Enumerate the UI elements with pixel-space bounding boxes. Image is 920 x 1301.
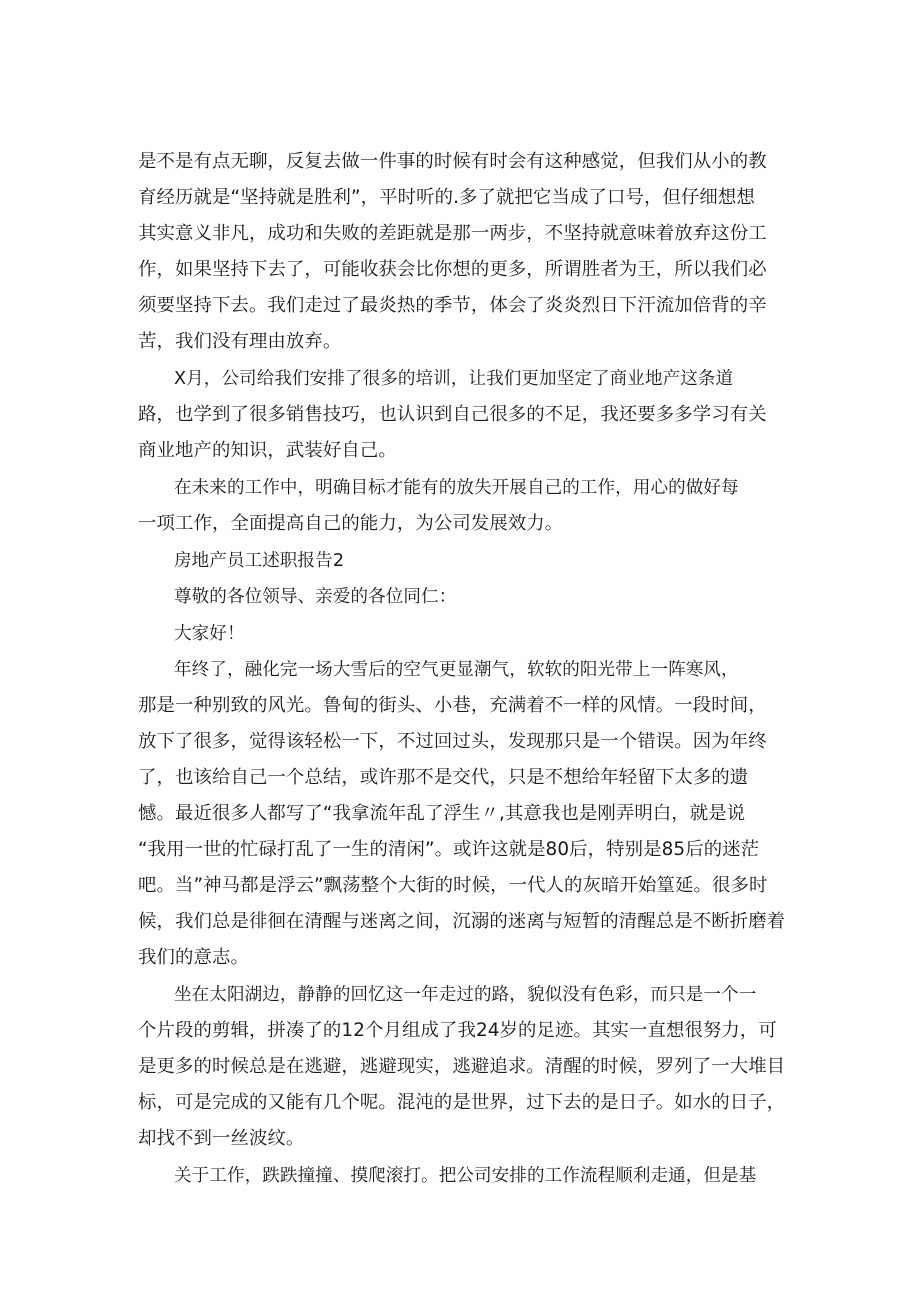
text-line: 作，如果坚持下去了，可能收获会比你想的更多，所谓胜者为王，所以我们必 <box>138 259 767 280</box>
text-line: 那是一种别致的风光。鲁甸的街头、小巷，充满着不一样的风情。一段时间， <box>138 695 767 716</box>
text-line: 吧。当”神马都是浮云”飘荡整个大街的时候，一代人的灰暗开始篁延。很多时 <box>138 875 768 896</box>
text-line: 标，可是完成的又能有几个呢。混沌的是世界，过下去的是日子。如水的日子， <box>138 1092 786 1113</box>
section-heading: 房地产员工述职报告2 <box>174 551 345 571</box>
text-line: 我们的意志。 <box>138 947 249 968</box>
salutation: 尊敬的各位领导、亲爱的各位同仁： <box>174 587 457 607</box>
text-line: 商业地产的知识，武装好自己。 <box>138 440 397 461</box>
text-line: 苦，我们没有理由放弃。 <box>138 331 342 352</box>
text-line: 放下了很多，觉得该轻松一下，不过回过头，发现那只是一个错误。因为年终 <box>138 731 767 752</box>
text-line: 关于工作，跌跌撞撞、摸爬滚打。把公司安排的工作流程顺利走通，但是基 <box>174 1166 757 1186</box>
text-line: 个片段的剪辑，拼凑了的12个月组成了我24岁的足迹。其实一直想很努力，可 <box>138 1020 777 1041</box>
text-line: 路，也学到了很多销售技巧，也认识到自己很多的不足，我还要多多学习有关 <box>138 404 767 425</box>
text-line: 候，我们总是徘徊在清醒与迷离之间，沉溺的迷离与短暂的清醒总是不断折磨着 <box>138 911 786 932</box>
text-line: 是不是有点无聊，反复去做一件事的时候有时会有这种感觉，但我们从小的教 <box>138 151 767 172</box>
text-line: 其实意义非凡，成功和失败的差距就是那一两步，不坚持就意味着放弃这份工 <box>138 223 767 244</box>
text-line: “我用一世的忙碌打乱了一生的清闲”。或许这就是80后，特别是85后的迷茫 <box>138 839 760 860</box>
text-line: 是更多的时候总是在逃避，逃避现实，逃避追求。清醒的时候，罗列了一大堆目 <box>138 1056 786 1077</box>
text-line: X月，公司给我们安排了很多的培训，让我们更加坚定了商业地产这条道 <box>174 369 734 389</box>
text-line: 年终了，融化完一场大雪后的空气更显潮气，软软的阳光带上一阵寒风， <box>174 660 739 680</box>
text-line: 坐在太阳湖边，静静的回忆这一年走过的路，貌似没有色彩，而只是一个一 <box>174 985 757 1005</box>
text-line: 却找不到一丝波纹。 <box>138 1128 305 1149</box>
text-line: 育经历就是“坚持就是胜利”，平时听的.多了就把它当成了口号，但仔细想想 <box>138 187 755 208</box>
text-line: 一项工作，全面提高自己的能力，为公司发展效力。 <box>138 513 564 534</box>
text-line: 憾。最近很多人都写了“我拿流年乱了浮生〃,其意我也是刚弄明白，就是说 <box>138 803 746 824</box>
text-line: 须要坚持下去。我们走过了最炎热的季节，体会了炎炎烈日下汗流加倍背的辛 <box>138 295 767 316</box>
greeting: 大家好！ <box>174 624 245 644</box>
text-line: 了，也该给自己一个总结，或许那不是交代，只是不想给年轻留下太多的遗 <box>138 767 749 788</box>
text-line: 在未来的工作中，明确目标才能有的放失开展自己的工作，用心的做好每 <box>174 478 739 498</box>
